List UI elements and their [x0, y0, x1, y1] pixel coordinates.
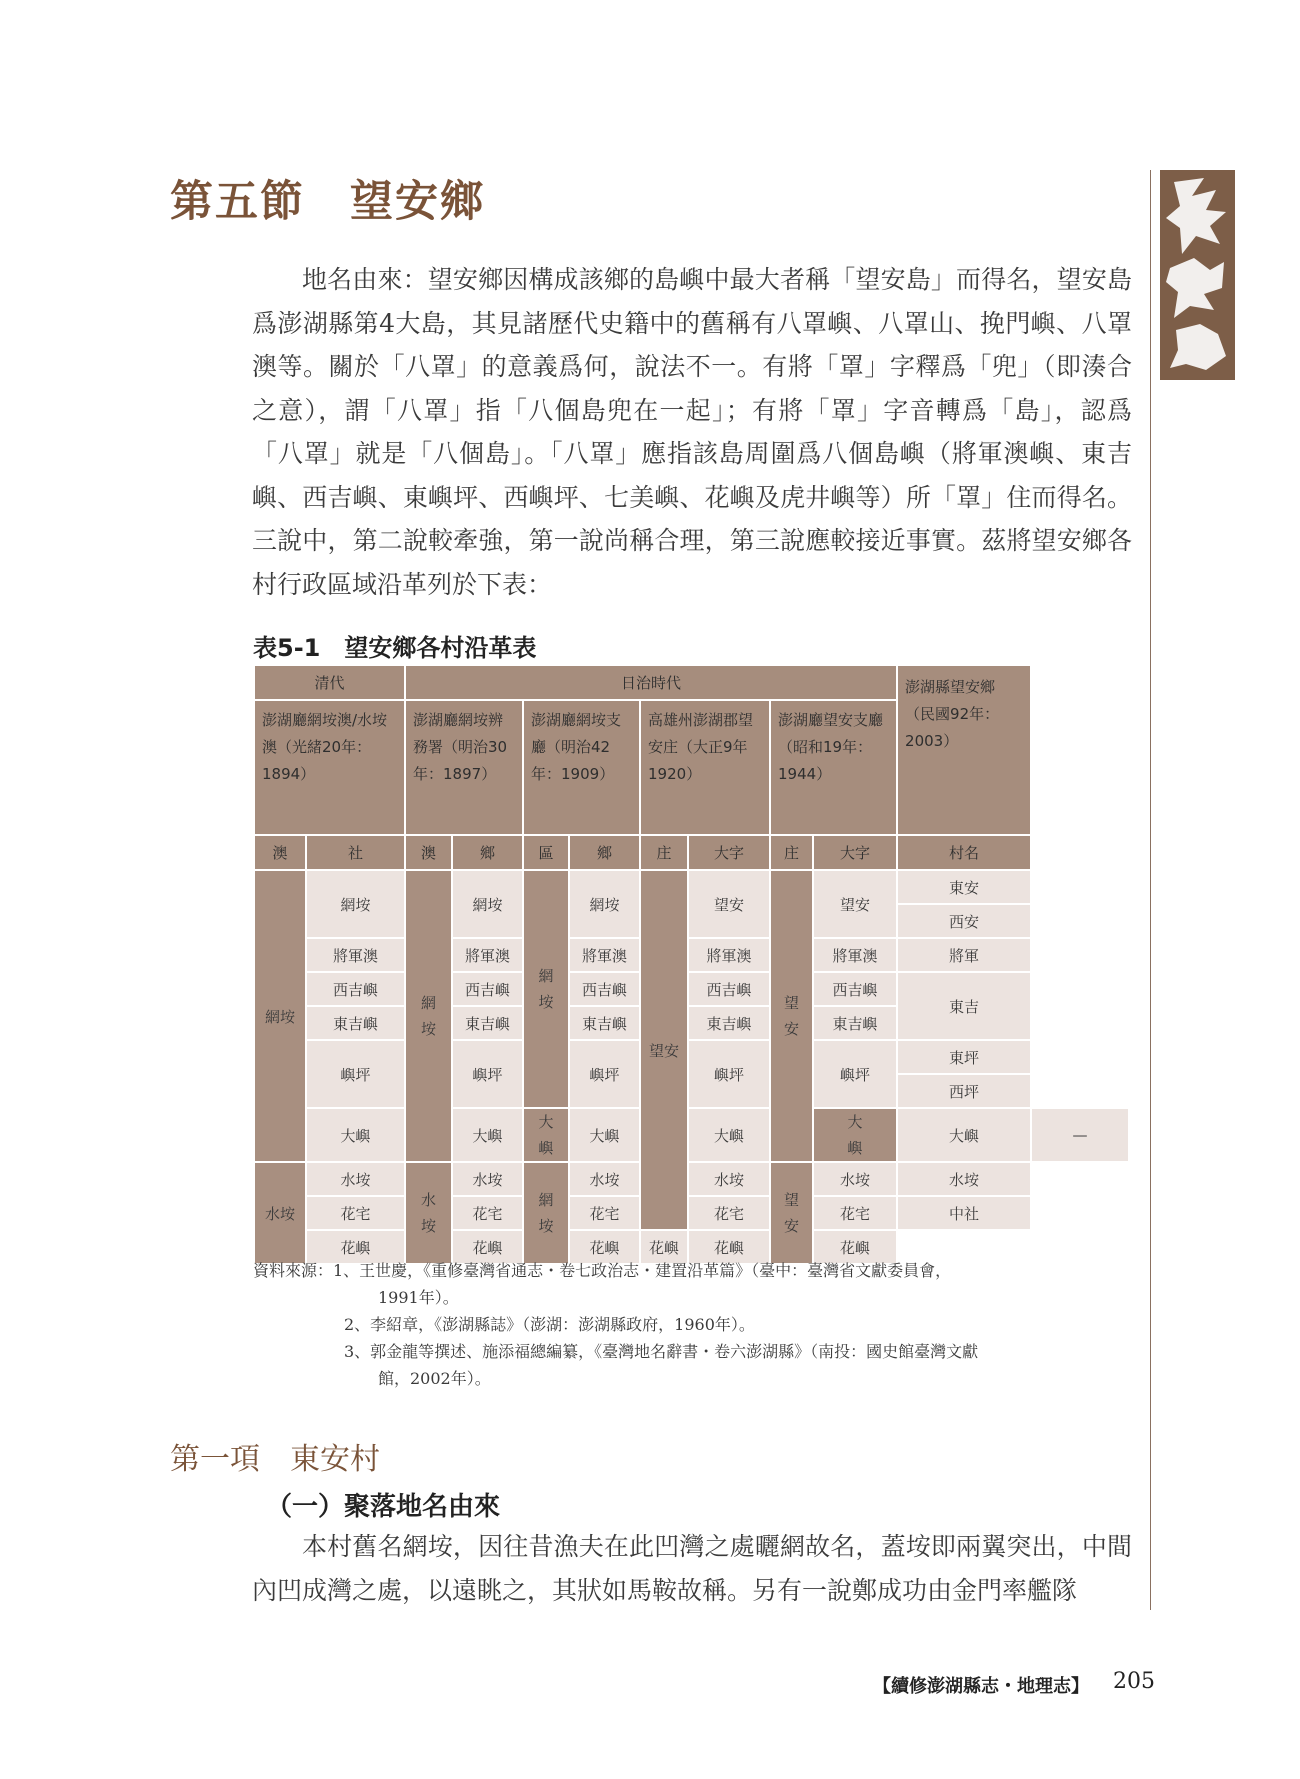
xiang-cell: 花嶼 — [452, 1230, 523, 1264]
era-japanese-header: 日治時代 — [405, 665, 897, 700]
dazi1-cell: 花嶼 — [640, 1230, 688, 1264]
she-cell: 嶼坪 — [306, 1040, 405, 1108]
dazi1-cell: 水垵 — [688, 1162, 770, 1196]
cun-cell: 中社 — [897, 1196, 1031, 1230]
dazi2-cell: 花嶼 — [688, 1230, 770, 1264]
cun-cell: — — [1031, 1108, 1129, 1162]
subsection-title: 第一項 東安村 — [170, 1442, 380, 1477]
xiang2-cell: 網垵 — [569, 870, 640, 938]
col-zhuang-header: 庄 — [640, 835, 688, 870]
source-line: 館，2002年）。 — [378, 1369, 491, 1388]
zhuang2-cell: 望安 — [770, 870, 813, 1162]
cun-cell: 東坪 — [897, 1040, 1031, 1074]
source-line: 2、李紹章，《澎湖縣誌》（澎湖：澎湖縣政府，1960年）。 — [344, 1315, 755, 1334]
dazi1-cell: 嶼坪 — [688, 1040, 770, 1108]
zhuang2-cell: 望安 — [770, 1162, 813, 1264]
intro-paragraph: 地名由來：望安鄉因構成該鄉的島嶼中最大者稱「望安島」而得名，望安島爲澎湖縣第4大島，其見諸歷代史籍中的舊稱有八罩嶼、八罩山、挽門嶼、八罩澳等。關於「八罩」的意義爲何，說法不一。有將「罩」字釋爲「兜」（即湊合之意），謂「八罩」指「八個島兜在一起」；有將「罩」字音轉爲「島」，認爲「八罩」就是「八個島」。「八罩」應指該島周圍爲八個島嶼（將軍澳嶼、東吉嶼、西吉嶼、東嶼坪、西嶼坪、七美嶼、花嶼及虎井嶼等）所「罩」住而得名。三說中，第二說較牽強，第一說尚稱合理，第三說應較接近事實。茲將望安鄉各村行政區域沿革列於下表： — [252, 265, 1132, 599]
xiang-cell: 大嶼 — [452, 1108, 523, 1162]
subsubsection-title: （一）聚落地名由來 — [266, 1492, 501, 1522]
page-number: 205 — [1113, 1669, 1155, 1694]
dazi2-cell: 東吉嶼 — [813, 1006, 897, 1040]
footer-book-title: 【續修澎湖縣志・地理志】 — [873, 1676, 1089, 1697]
period-5-header: 澎湖廳望安支廳（昭和19年：1944） — [770, 700, 897, 835]
xiang-cell: 水垵 — [452, 1162, 523, 1196]
dazi1-cell: 望安 — [688, 870, 770, 938]
village-paragraph: 本村舊名網垵，因往昔漁夫在此凹灣之處曬網故名，蓋垵即兩翼突出，中間內凹成灣之處，以遠眺之，其狀如馬鞍故稱。另有一說鄭成功由金門率艦隊 — [252, 1532, 1132, 1605]
emblem-decoration — [1160, 170, 1235, 380]
she-cell: 西吉嶼 — [306, 972, 405, 1006]
col-xiang-header: 鄉 — [452, 835, 523, 870]
xiang-cell: 東吉嶼 — [452, 1006, 523, 1040]
cun-cell: 花嶼 — [813, 1230, 897, 1264]
col-dazi-header: 大字 — [688, 835, 770, 870]
qu-cell: 網垵 — [523, 1162, 569, 1264]
xiang-cell: 嶼坪 — [452, 1040, 523, 1108]
side-rule — [1150, 170, 1151, 1610]
period-2-header: 澎湖廳網垵辨務署（明治30年：1897） — [405, 700, 523, 835]
section-title: 第五節 望安鄉 — [170, 177, 485, 227]
cun-cell: 東吉 — [897, 972, 1031, 1040]
xiang2-cell: 花嶼 — [569, 1230, 640, 1264]
source-line: 3、郭金龍等撰述、施添福總編纂，《臺灣地名辭書・卷六澎湖縣》（南投：國史館臺灣文獻 — [344, 1342, 979, 1361]
dazi2-cell: 將軍澳 — [813, 938, 897, 972]
source-line: 資料來源：1、王世慶，《重修臺灣省通志・卷七政治志・建置沿革篇》（臺中：臺灣省文獻委員會， — [253, 1261, 952, 1280]
qu-cell: 網垵 — [523, 870, 569, 1108]
xiang-cell: 網垵 — [452, 870, 523, 938]
xiang-cell: 西吉嶼 — [452, 972, 523, 1006]
dazi2-cell: 水垵 — [813, 1162, 897, 1196]
table-caption: 表5-1 望安鄉各村沿革表 — [253, 634, 537, 662]
xiang2-cell: 東吉嶼 — [569, 1006, 640, 1040]
period-1-header: 澎湖廳網垵澳/水垵澳（光緒20年：1894） — [254, 700, 405, 835]
cun-cell: 西安 — [897, 904, 1031, 938]
period-4-header: 高雄州澎湖郡望安庄（大正9年1920） — [640, 700, 770, 835]
xiang2-cell: 大嶼 — [569, 1108, 640, 1162]
ao-cell: 水垵 — [254, 1162, 306, 1264]
cun-cell: 將軍 — [897, 938, 1031, 972]
col-xiang-header: 鄉 — [569, 835, 640, 870]
period-3-header: 澎湖廳網垵支廳（明治42年：1909） — [523, 700, 640, 835]
xiang-cell: 花宅 — [452, 1196, 523, 1230]
col-qu-header: 區 — [523, 835, 569, 870]
ao-cell: 網垵 — [254, 870, 306, 1162]
she-cell: 大嶼 — [306, 1108, 405, 1162]
she-cell: 水垵 — [306, 1162, 405, 1196]
cun-cell: 水垵 — [897, 1162, 1031, 1196]
dazi1-cell: 西吉嶼 — [688, 972, 770, 1006]
xiang-cell: 將軍澳 — [452, 938, 523, 972]
xiang2-cell: 將軍澳 — [569, 938, 640, 972]
she-cell: 網垵 — [306, 870, 405, 938]
history-table — [253, 664, 1130, 1256]
col-ao-header: 澳 — [254, 835, 306, 870]
dazi1-cell: 大嶼 — [688, 1108, 770, 1162]
period-6-header: 澎湖縣望安鄉（民國92年：2003） — [897, 665, 1031, 835]
xiang2-cell: 嶼坪 — [569, 1040, 640, 1108]
qu-cell: 大嶼 — [523, 1108, 569, 1162]
xiang2-cell: 西吉嶼 — [569, 972, 640, 1006]
zhuang2-cell: 大嶼 — [813, 1108, 897, 1162]
dazi2-cell: 大嶼 — [897, 1108, 1031, 1162]
cun-cell: 西坪 — [897, 1074, 1031, 1108]
dazi1-cell: 將軍澳 — [688, 938, 770, 972]
zhuang-cell: 望安 — [640, 870, 688, 1230]
col-zhuang-header: 庄 — [770, 835, 813, 870]
col-dazi-header: 大字 — [813, 835, 897, 870]
ao2-cell: 水垵 — [405, 1162, 452, 1264]
dazi2-cell: 西吉嶼 — [813, 972, 897, 1006]
source-line: 1991年）。 — [378, 1288, 459, 1307]
dazi1-cell: 東吉嶼 — [688, 1006, 770, 1040]
xiang2-cell: 花宅 — [569, 1196, 640, 1230]
xiang2-cell: 水垵 — [569, 1162, 640, 1196]
dazi2-cell: 花宅 — [813, 1196, 897, 1230]
dazi1-cell: 花宅 — [688, 1196, 770, 1230]
col-cunming-header: 村名 — [897, 835, 1031, 870]
cun-cell: 東安 — [897, 870, 1031, 904]
era-qing-header: 清代 — [254, 665, 405, 700]
ao2-cell: 網垵 — [405, 870, 452, 1162]
dazi2-cell: 望安 — [813, 870, 897, 938]
col-she-header: 社 — [306, 835, 405, 870]
she-cell: 花宅 — [306, 1196, 405, 1230]
dazi2-cell: 嶼坪 — [813, 1040, 897, 1108]
she-cell: 花嶼 — [306, 1230, 405, 1264]
she-cell: 將軍澳 — [306, 938, 405, 972]
table-sources — [253, 1257, 1133, 1392]
she-cell: 東吉嶼 — [306, 1006, 405, 1040]
col-ao-header: 澳 — [405, 835, 452, 870]
